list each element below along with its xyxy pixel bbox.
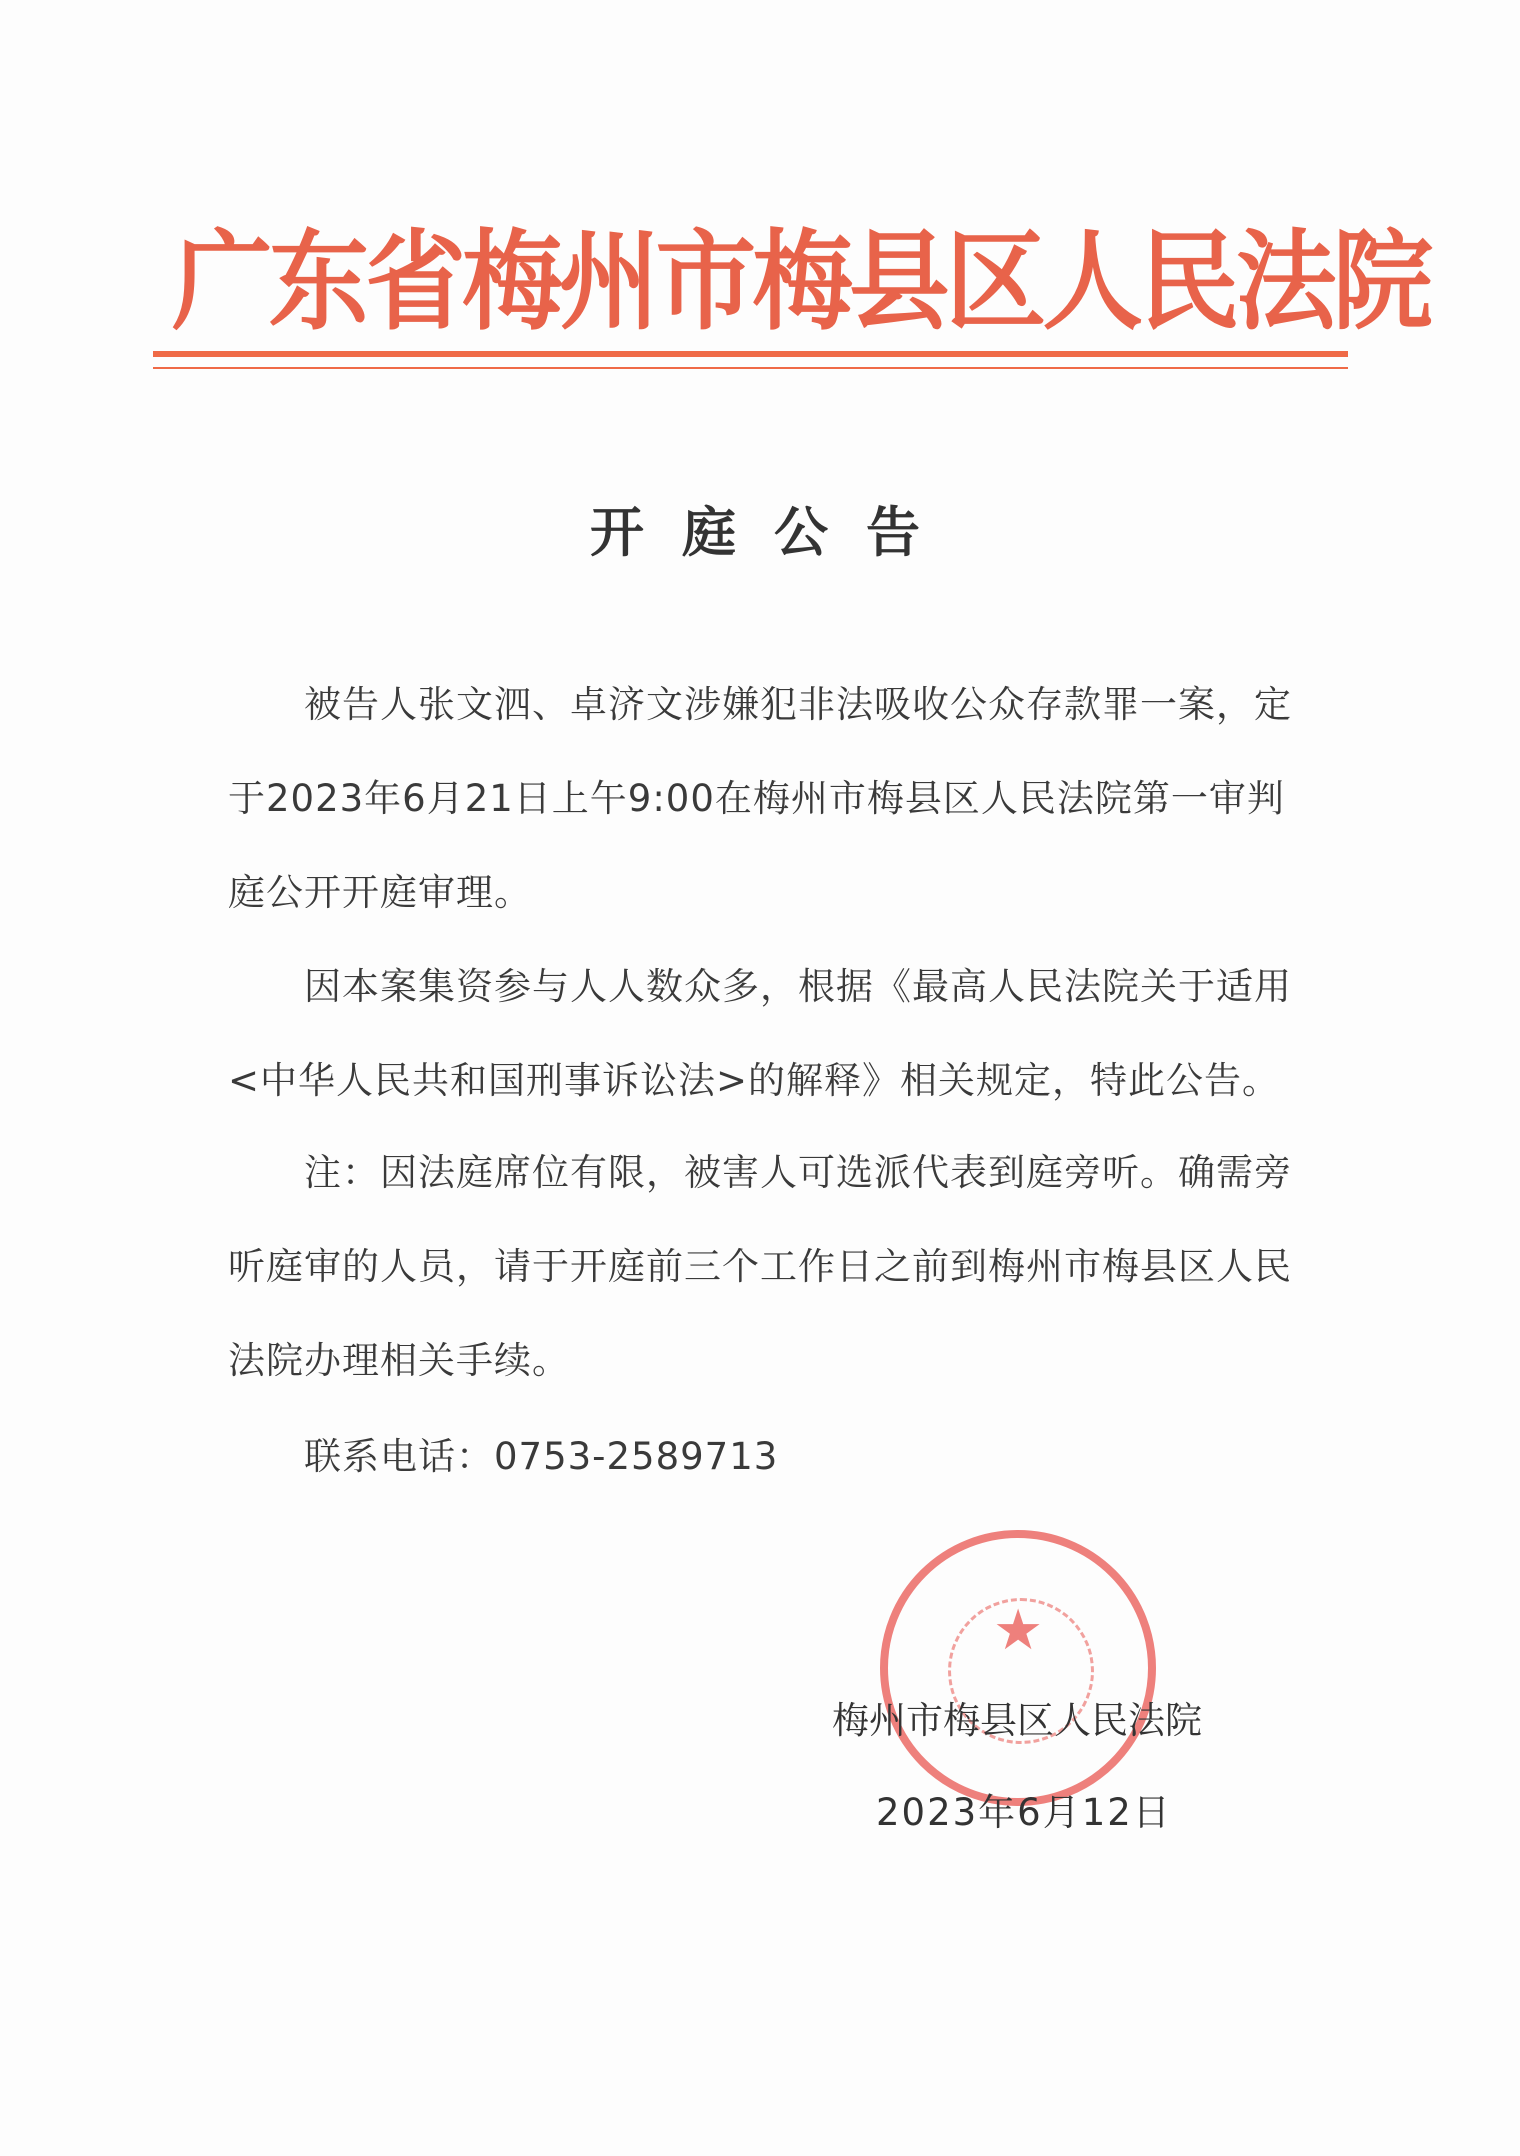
star-icon: ★ — [993, 1598, 1044, 1663]
signing-organization: 梅州市梅县区人民法院 — [832, 1699, 1202, 1742]
paragraph-legal-basis: 因本案集资参与人人数众多，根据《最高人民法院关于适用<中华人民共和国刑事诉讼法>的解释》相关规定，特此公告。 — [228, 965, 1292, 1102]
masthead-divider-thin — [153, 367, 1348, 369]
court-seal-stamp — [880, 1530, 1156, 1806]
paragraph-attendance-note: 注：因法庭席位有限，被害人可选派代表到庭旁听。确需旁听庭审的人员，请于开庭前三个工作日之前到梅州市梅县区人民法院办理相关手续。 — [228, 1151, 1292, 1382]
paragraph-hearing-notice: 被告人张文泗、卓济文涉嫌犯非法吸收公众存款罪一案，定于2023年6月21日上午9:00在梅州市梅县区人民法院第一审判庭公开开庭审理。 — [228, 683, 1292, 914]
signing-date: 2023年6月12日 — [876, 1791, 1172, 1834]
masthead-divider-thick — [153, 351, 1348, 357]
contact-phone: 联系电话：0753-2589713 — [304, 1435, 779, 1478]
court-masthead-title: 广东省梅州市梅县区人民法院 — [172, 219, 1430, 345]
document-title: 开庭公告 — [590, 500, 958, 564]
